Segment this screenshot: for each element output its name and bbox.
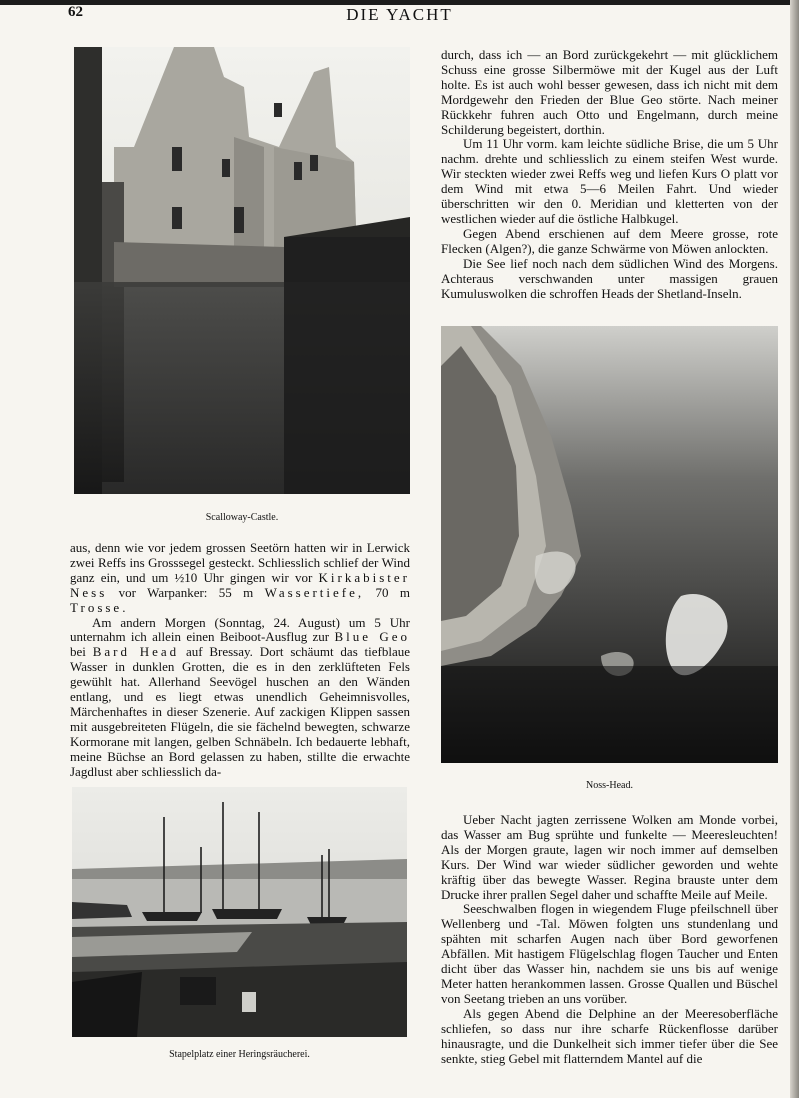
place-name: Blue Geo — [334, 629, 410, 645]
text-column-right-bottom — [441, 813, 778, 1066]
text-run: Am andern Morgen (Sonntag, 24. August) um 5 Uhr unternahm ich allein einen Beiboot-Ausflug zur — [70, 614, 410, 645]
page-number: 62 — [68, 4, 83, 20]
text-column-right-top — [441, 48, 778, 301]
paragraph: Ueber Nacht jagten zerrissene Wolken am Monde vorbei, das Wasser am Bug sprühte und funkelte — Meeresleuchten! Als der Morgen graute, lagen wir noch immer auf demselben Kurs. Der Wind war wieder südlicher geworden und wehte kräftig über das bewegte Wasser. Regina brauste unter dem Drucke ihrer prallen Segel daher und schaffte Meile auf Meile. — [441, 812, 778, 902]
text-run: vor Warpanker: 55 m — [118, 584, 254, 600]
paragraph: durch, dass ich — an Bord zurückgekehrt — mit glücklichem Schuss eine grosse Silbermöwe mit der Kugel aus der Luft holte. Es ist auch wohl besser gewesen, dass ich nicht mit dem Mordgewehr den Frieden der Blue Geo störte. Nach meiner Rückkehr fuhren auch Otto und Engelmann, durch meine Schilderung begeistert, dorthin. — [441, 47, 778, 137]
paragraph: Die See lief noch nach dem südlichen Wind des Morgens. Achteraus verschwanden unter massigen grauen Kumuluswolken die schroffen Heads der Shetland-Inseln. — [441, 255, 778, 301]
paragraph — [70, 541, 410, 616]
text-run: bei — [70, 644, 86, 660]
paragraph: Als gegen Abend die Delphine an der Meeresoberfläche schliefen, so dass nur ihre scharfe Rückenflosse darüber hinausragte, und die Dunkelheit sich immer tiefer über die See senkte, stieg Gebel mit flatterndem Mantel auf die — [441, 1005, 778, 1066]
figure-caption: Stapelplatz einer Heringsräucherei. — [169, 1049, 310, 1060]
running-title: DIE YACHT — [346, 5, 453, 24]
herring-smokehouse-photo — [72, 787, 407, 1037]
paragraph: Seeschwalben flogen in wiegendem Fluge pfeilschnell über Wellenberg und -Tal. Möwen folgten uns stundenlang und spähten mit scharfen Augen nach über Bord geworfenen Abfällen. Mit hastigem Flügelschlag flogen Taucher und Enten dicht über das Wasser hin, nachdem sie uns bis auf wenige Meter hatten herankommen lassen. Grosse Quallen und Büschel von Seetang trieben an uns vorüber. — [441, 901, 778, 1006]
figure-caption: Noss-Head. — [586, 780, 633, 791]
paragraph: Gegen Abend erschienen auf dem Meere grosse, rote Flecken (Algen?), die ganze Schwärme von Möwen anlockten. — [441, 225, 778, 256]
place-name: Bard Head — [92, 644, 180, 660]
figure-caption: Scalloway-Castle. — [205, 512, 279, 523]
text-run: aus, denn wie vor jedem grossen Seetörn hatten wir in Lerwick zwei Reffs ins Grosssegel gesteckt. Schliesslich schlief der Wind ganz ein, und um ½10 Uhr gingen wir vor — [70, 540, 410, 585]
paragraph — [70, 616, 410, 780]
paragraph: Um 11 Uhr vorm. kam leichte südliche Brise, die um 5 Uhr nachm. drehte und schliesslich zu einem steifen West wurde. Wir steckten wieder zwei Reffs weg und liefen Kurs O platt vor dem Wind mit etwa 5—6 Meilen Fahrt. Und wieder überschritten wir den 0. Meridian und kletterten von der westlichen wieder auf die östliche Halbkugel. — [441, 136, 778, 226]
text-run: auf Bressay. Dort schäumt das tiefblaue Wasser in dunklen Grotten, die es in den zerklüfteten Fels gewühlt hat. Allerhand Seevögel huschen an den Wänden entlang, und es liegt etwas unendlich Geheimnisvolles, Märchenhaftes in dieser Szenerie. Auf zackigen Klippen sassen mit ausgebreiteten Flügeln, die sie fächelnd bewegten, schwarze Kormorane mit langen, gelben Schnäbeln. Ich bedauerte lebhaft, meine Büchse an Bord gelassen zu haben, stillte die erwachte Jagdlust aber schliesslich da- — [70, 644, 411, 779]
spaced-term: Trosse. — [70, 599, 129, 615]
text-column-left — [70, 541, 410, 780]
page-edge-shadow — [790, 0, 799, 1098]
spaced-term: Wassertiefe, — [264, 584, 365, 600]
place-name: Kirkabister Ness — [70, 569, 411, 600]
noss-head-photo — [441, 326, 778, 763]
text-run: 70 m — [375, 584, 410, 600]
scalloway-castle-photo — [74, 47, 410, 494]
